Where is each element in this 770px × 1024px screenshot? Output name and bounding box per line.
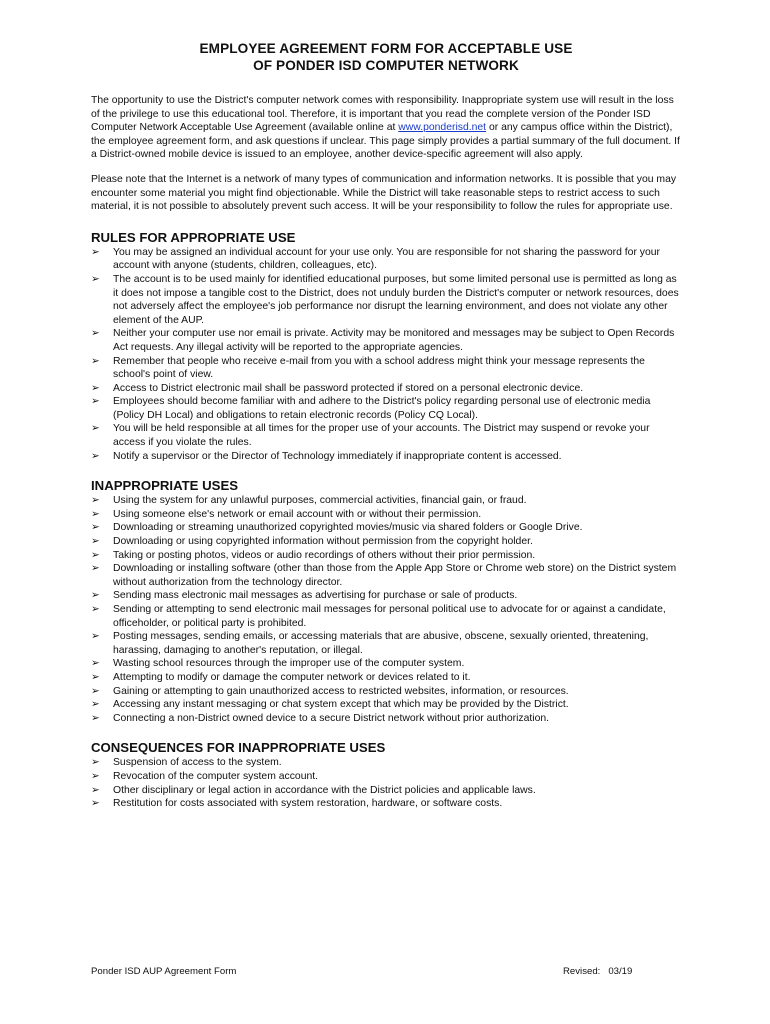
- bullet-arrow-icon: ➢: [91, 712, 100, 724]
- inappropriate-use-item-text: Using the system for any unlawful purposes, commercial activities, financial gain, or fraud.: [113, 495, 527, 507]
- inappropriate-use-item-text: Downloading or installing software (other than those from the Apple App Store or Chrome web store) on the District system without authorization from the technology director.: [113, 563, 677, 588]
- inappropriate-use-item: [91, 508, 681, 522]
- rule-item-text: Access to District electronic mail shall be password protected if stored on a personal electronic device.: [113, 382, 584, 394]
- inappropriate-use-item-text: Wasting school resources through the improper use of the computer system.: [113, 658, 465, 670]
- bullet-arrow-icon: ➢: [91, 671, 100, 683]
- inappropriate-uses-heading: INAPPROPRIATE USES: [91, 478, 239, 494]
- rule-item: [91, 273, 681, 327]
- rule-item-text: Employees should become familiar with and adhere to the District's policy regarding personal use of electronic media (Policy DH Local) and obligations to retain electronic records (Policy CQ Local).: [113, 396, 651, 421]
- rule-item: [91, 395, 681, 422]
- bullet-arrow-icon: ➢: [91, 522, 100, 534]
- rule-item-text: You will be held responsible at all times for the proper use of your accounts. The District may suspend or revoke your access if you violate the rules.: [113, 423, 650, 449]
- consequence-item-text: Other disciplinary or legal action in accordance with the District policies and applicable laws.: [113, 784, 536, 796]
- bullet-arrow-icon: ➢: [91, 536, 100, 548]
- bullet-arrow-icon: ➢: [91, 495, 100, 507]
- inappropriate-use-item: [91, 698, 681, 712]
- inappropriate-use-item-text: Gaining or attempting to gain unauthorized access to restricted websites, information, or resources.: [113, 685, 569, 697]
- document-title-line-2: OF PONDER ISD COMPUTER NETWORK: [253, 58, 519, 73]
- intro-text-after-link: or any campus office within the District), the employee agreement form, and ask questions if unclear. This page simply provides a partial summary of the full document. If a District-owned mobile device is issued to an employee, another device-specific agreement will also apply.: [91, 122, 680, 161]
- inappropriate-use-item: [91, 657, 681, 671]
- rule-item-text: You may be assigned an individual account for your use only. You are responsible for not sharing the password for your account with anyone (students, children, colleagues, etc).: [113, 246, 660, 272]
- inappropriate-use-item: [91, 549, 681, 563]
- rules-heading: RULES FOR APPROPRIATE USE: [91, 229, 296, 245]
- inappropriate-use-item-text: Taking or posting photos, videos or audio recordings of others without their prior permission.: [113, 549, 536, 561]
- inappropriate-use-item: [91, 671, 681, 685]
- bullet-arrow-icon: ➢: [91, 590, 100, 602]
- inappropriate-use-item: [91, 494, 681, 508]
- consequence-item: [91, 784, 681, 798]
- bullet-arrow-icon: ➢: [91, 798, 100, 810]
- bullet-arrow-icon: ➢: [91, 757, 100, 769]
- bullet-arrow-icon: ➢: [91, 273, 100, 285]
- footer-revised-date: Revised: 03/19: [563, 966, 633, 977]
- consequence-item: [91, 756, 681, 770]
- inappropriate-use-item-text: Sending or attempting to send electronic mail messages for personal political use to advocate for or against a candidate, officeholder, or political party is prohibited.: [113, 604, 666, 629]
- consequence-item-text: Revocation of the computer system account.: [113, 770, 319, 782]
- rule-item: [91, 382, 681, 396]
- consequence-item-text: Restitution for costs associated with system restoration, hardware, or software costs.: [113, 798, 503, 810]
- rule-item: [91, 355, 681, 382]
- consequences-list: [91, 756, 681, 810]
- intro-text-before-link: The opportunity to use the District's computer network comes with responsibility. Inappropriate system use will result in the loss of the privilege to use this educational tool. Therefore, it is important that you read the complete version of the Ponder ISD Computer Network Acceptable Use Agreement (available online at: [91, 95, 674, 134]
- bullet-arrow-icon: ➢: [91, 685, 100, 697]
- rule-item-text: Notify a supervisor or the Director of Technology immediately if inappropriate content is accessed.: [113, 450, 562, 462]
- inappropriate-use-item-text: Using someone else's network or email account with or without their permission.: [113, 508, 482, 520]
- inappropriate-use-item-text: Sending mass electronic mail messages as advertising for purchase or sale of products.: [113, 590, 518, 602]
- inappropriate-use-item: [91, 603, 681, 630]
- rule-item: [91, 327, 681, 354]
- inappropriate-use-item-text: Attempting to modify or damage the computer network or devices related to it.: [113, 671, 471, 683]
- inappropriate-use-item: [91, 712, 681, 726]
- inappropriate-use-item-text: Downloading or streaming unauthorized copyrighted movies/music via shared folders or Google Drive.: [113, 522, 583, 534]
- inappropriate-use-item-text: Downloading or using copyrighted information without permission from the copyright holder.: [113, 536, 533, 548]
- inappropriate-use-item: [91, 685, 681, 699]
- bullet-arrow-icon: ➢: [91, 328, 100, 340]
- bullet-arrow-icon: ➢: [91, 423, 100, 435]
- rule-item: [91, 450, 681, 464]
- rule-item: [91, 422, 681, 449]
- bullet-arrow-icon: ➢: [91, 784, 100, 796]
- bullet-arrow-icon: ➢: [91, 563, 100, 575]
- inappropriate-use-item: [91, 630, 681, 657]
- intro-paragraph: [91, 94, 681, 162]
- bullet-arrow-icon: ➢: [91, 604, 100, 615]
- rule-item-text: The account is to be used mainly for identified educational purposes, but some limited personal use is permitted as long as it does not impose a tangible cost to the District, does not unduly burden the District's computer or network resources, does not adversely affect the employee's job performance nor disrupt the learning environment, and does not violate any other element of the AUP.: [113, 273, 679, 326]
- inappropriate-uses-list: [91, 494, 681, 725]
- bullet-arrow-icon: ➢: [91, 396, 100, 408]
- inappropriate-use-item: [91, 521, 681, 535]
- title-block: [91, 40, 681, 74]
- bullet-arrow-icon: ➢: [91, 508, 100, 520]
- consequences-heading: CONSEQUENCES FOR INAPPROPRIATE USES: [91, 740, 386, 756]
- bullet-arrow-icon: ➢: [91, 699, 100, 711]
- inappropriate-use-item-text: Connecting a non-District owned device to a secure District network without prior authorization.: [113, 712, 550, 724]
- bullet-arrow-icon: ➢: [91, 631, 100, 643]
- bullet-arrow-icon: ➢: [91, 658, 100, 670]
- rule-item-text: Remember that people who receive e-mail from you with a school address might think your message represents the school's point of view.: [113, 355, 645, 381]
- consequence-item-text: Suspension of access to the system.: [113, 757, 282, 769]
- consequence-item: [91, 797, 681, 811]
- inappropriate-use-item-text: Accessing any instant messaging or chat system except that which may be provided by the District.: [113, 699, 569, 711]
- bullet-arrow-icon: ➢: [91, 355, 100, 367]
- internet-note-paragraph: Please note that the Internet is a network of many types of communication and information networks. It is possible that you may encounter some material you might find objectionable. While the District will take reasonable steps to restrict access to such material, it is not possible to absolutely prevent such access. It will be your responsibility to follow the rules for appropriate use.: [91, 173, 677, 213]
- ponderisd-website-link[interactable]: www.ponderisd.net: [398, 122, 487, 134]
- inappropriate-use-item: [91, 562, 681, 589]
- bullet-arrow-icon: ➢: [91, 450, 100, 462]
- consequence-item: [91, 770, 681, 784]
- bullet-arrow-icon: ➢: [91, 770, 100, 782]
- bullet-arrow-icon: ➢: [91, 246, 100, 258]
- document-title-line-1: EMPLOYEE AGREEMENT FORM FOR ACCEPTABLE USE: [199, 41, 573, 56]
- inappropriate-use-item: [91, 535, 681, 549]
- bullet-arrow-icon: ➢: [91, 382, 100, 394]
- document-page: [91, 40, 681, 811]
- inappropriate-use-item: [91, 589, 681, 603]
- footer-form-name: Ponder ISD AUP Agreement Form: [91, 966, 237, 977]
- bullet-arrow-icon: ➢: [91, 549, 100, 561]
- rule-item: [91, 246, 681, 273]
- rule-item-text: Neither your computer use nor email is private. Activity may be monitored and messages may be subject to Open Records Act requests. Any illegal activity will be reported to the appropriate agencies.: [113, 328, 675, 353]
- rules-list: [91, 246, 681, 464]
- inappropriate-use-item-text: Posting messages, sending emails, or accessing materials that are abusive, obscene, sexually oriented, threatening, harassing, damaging to another's reputation, or illegal.: [113, 631, 649, 656]
